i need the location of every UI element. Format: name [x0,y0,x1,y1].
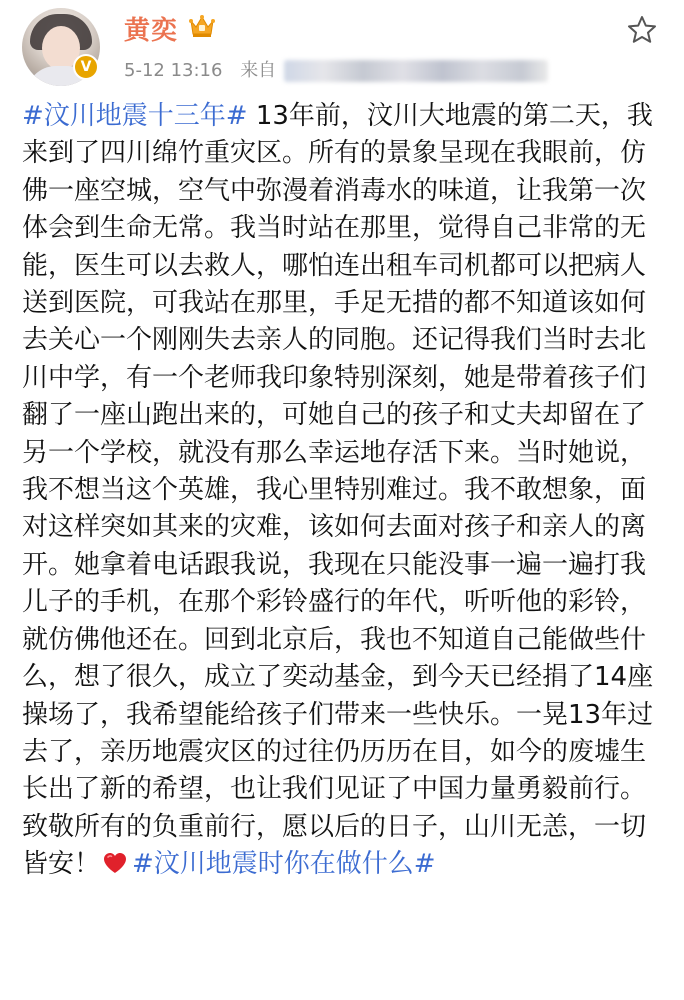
red-heart-icon [102,851,128,875]
post-content [22,98,662,884]
post-meta [124,56,548,82]
hashtag-link-1[interactable]: #汶川地震十三年# [22,101,248,131]
post-source-prefix: 来自 [240,60,277,81]
blurred-source [284,60,548,82]
star-outline-icon[interactable] [626,14,658,46]
post-time: 5-12 13:16 [124,60,223,81]
verified-v-icon: V [73,54,99,80]
hashtag-link-2[interactable]: #汶川地震时你在做什么# [132,849,436,880]
author-name[interactable]: 黄奕 [124,16,179,46]
post-body-text: 13年前，汶川大地震的第二天，我来到了四川绵竹重灾区。所有的景象呈现在我眼前，仿佛一座空城，空气中弥漫着消毒水的味道，让我第一次体会到生命无常。我当时站在那里，觉得自己非常的无能，医生可以去救人，哪怕连出租车司机都可以把病人送到医院，可我站在那里，手足无措的都不知道该如何去关心一个刚刚失去亲人的同胞。还记得我们当时去北川中学，有一个老师我印象特别深刻，她是带着孩子们翻了一座山跑出来的，可她自己的孩子和丈夫却留在了另一个学校，就没有那么幸运地存活下来。当时她说，我不想当这个英雄，我心里特别难过。我不敢想象，面对这样突如其来的灾难，该如何去面对孩子和亲人的离开。她拿着电话跟我说，我现在只能没事一遍一遍打我儿子的手机，在那个彩铃盛行的年代，听听他的彩铃，就仿佛他还在。回到北京后，我也不知道自己能做些什么，想了很久，成立了奕动基金，到今天已经捐了14座操场了，我希望能给孩子们带来一些快乐。一晃13年过去了，亲历地震灾区的过往仍历历在目，如今的废墟生长出了新的希望，也让我们见证了中国力量勇毅前行。致敬所有的负重前行，愿以后的日子，山川无恙，一切皆安！ [22,101,654,880]
crown-icon[interactable] [188,12,216,40]
post-header [0,0,684,88]
